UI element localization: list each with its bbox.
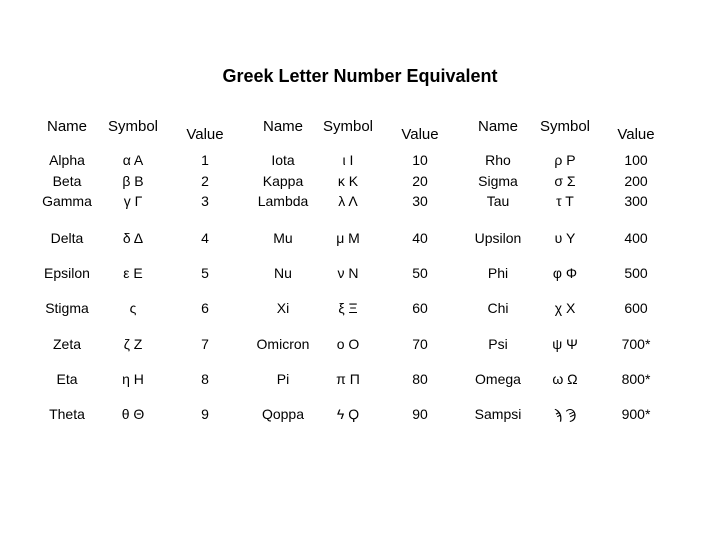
cell-symbol-r4-g3: χ Χ [554,300,576,316]
page-title: Greek Letter Number Equivalent [222,66,498,86]
cell-symbol-r4-g2: ξ Ξ [338,300,358,316]
cell-symbol-r2-g3: υ Υ [554,230,576,246]
cell-value-r2-g1: 4 [201,230,209,246]
header-symbol-2: Symbol [322,118,374,135]
cell-name-r5-g1: Zeta [52,336,81,352]
cell-value-r4-g1: 6 [201,300,209,316]
cell-value-r1-g2: 10 20 30 [412,152,428,209]
cell-name-r3-g1: Epsilon [44,265,90,281]
cell-symbol-r3-g2: ν Ν [337,265,359,281]
cell-symbol-r4-g1: ς [129,300,137,316]
cell-symbol-r7-g2: ϟ Ϙ [336,406,360,422]
cell-symbol-r1-g1: α Α β Β γ Γ [122,152,144,209]
cell-value-r5-g1: 7 [201,336,209,352]
cell-value-r4-g2: 60 [412,300,428,316]
cell-name-r6-g1: Eta [56,371,78,387]
cell-symbol-r6-g2: π Π [336,371,360,387]
header-value-1: Value [186,126,224,143]
cell-value-r2-g2: 40 [412,230,428,246]
cell-value-r7-g1: 9 [201,406,209,422]
cell-symbol-r6-g3: ω Ω [552,371,578,387]
cell-name-r2-g1: Delta [50,230,84,246]
cell-symbol-r5-g2: ο Ο [336,336,360,352]
cell-value-r3-g3: 500 [624,265,648,281]
cell-value-r4-g3: 600 [624,300,648,316]
cell-symbol-r7-g3: ϡ Ϡ [553,406,577,422]
cell-name-r4-g2: Xi [276,300,290,316]
cell-name-r2-g2: Mu [273,230,293,246]
header-name-3: Name [477,118,518,135]
cell-value-r5-g3: 700* [621,336,651,352]
cell-name-r6-g3: Omega [475,371,521,387]
cell-symbol-r3-g1: ε Ε [123,265,143,281]
cell-name-r7-g1: Theta [49,406,85,422]
cell-value-r1-g1: 1 2 3 [201,152,209,209]
header-name-1: Name [46,118,87,135]
cell-value-r6-g2: 80 [412,371,428,387]
cell-name-r1-g2: Iota Kappa Lambda [257,152,309,209]
cell-value-r3-g2: 50 [412,265,428,281]
header-symbol-1: Symbol [107,118,159,135]
cell-value-r3-g1: 5 [201,265,209,281]
cell-value-r2-g3: 400 [624,230,648,246]
cell-symbol-r5-g3: ψ Ψ [552,336,578,352]
cell-name-r1-g1: Alpha Beta Gamma [42,152,92,209]
cell-name-r5-g2: Omicron [256,336,310,352]
cell-name-r1-g3: Rho Sigma Tau [478,152,518,209]
cell-name-r5-g3: Psi [488,336,508,352]
header-name-2: Name [262,118,303,135]
cell-name-r3-g3: Phi [487,265,509,281]
cell-symbol-r3-g3: φ Φ [552,265,578,281]
cell-symbol-r5-g1: ζ Ζ [123,336,143,352]
cell-value-r6-g3: 800* [621,371,651,387]
cell-symbol-r2-g2: μ Μ [336,230,360,246]
cell-name-r7-g3: Sampsi [474,406,522,422]
cell-symbol-r1-g2: ι Ι κ Κ λ Λ [337,152,359,209]
cell-name-r7-g2: Qoppa [261,406,305,422]
cell-name-r4-g1: Stigma [45,300,89,316]
cell-name-r4-g3: Chi [487,300,509,316]
header-value-2: Value [401,126,439,143]
cell-name-r2-g3: Upsilon [474,230,522,246]
header-value-3: Value [617,126,655,143]
cell-value-r6-g1: 8 [201,371,209,387]
cell-value-r5-g2: 70 [412,336,428,352]
cell-symbol-r7-g1: θ Θ [121,406,145,422]
cell-name-r6-g2: Pi [276,371,290,387]
cell-symbol-r1-g3: ρ Ρ σ Σ τ Τ [554,152,576,209]
cell-symbol-r6-g1: η Η [122,371,144,387]
cell-name-r3-g2: Nu [274,265,292,281]
header-symbol-3: Symbol [539,118,591,135]
cell-value-r7-g3: 900* [621,406,651,422]
cell-value-r7-g2: 90 [412,406,428,422]
cell-value-r1-g3: 100 200 300 [624,152,648,209]
cell-symbol-r2-g1: δ Δ [122,230,144,246]
